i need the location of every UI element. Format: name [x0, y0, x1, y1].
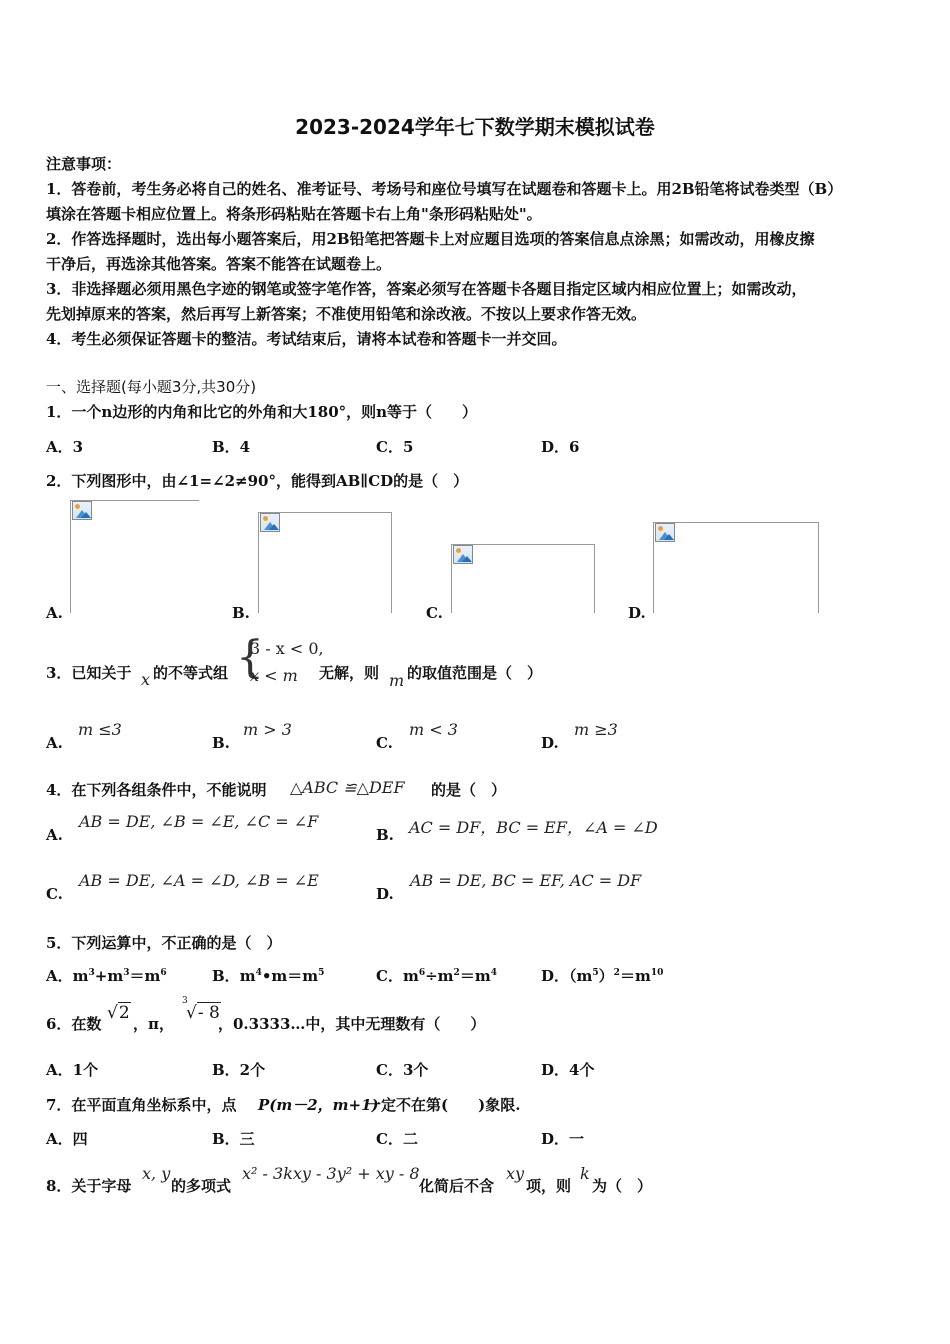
section-heading: 一、选择题(每小题3分,共30分) — [46, 378, 257, 396]
q7-point: P(m－2，m+1) — [258, 1096, 379, 1114]
q8-k: k — [580, 1164, 590, 1183]
q3-brace: { — [236, 632, 264, 683]
notice-line-2: 填涂在答题卡相应位置上。将条形码粘贴在答题卡右上角"条形码粘贴处"。 — [46, 205, 542, 223]
q4-option-c-label: C. — [46, 885, 63, 903]
q4-prefix: 4．在下列各组条件中，不能说明 — [46, 781, 267, 799]
q7-option-b: B．三 — [212, 1130, 255, 1148]
broken-image-icon — [260, 513, 280, 532]
q5-option-a: A．$m^3+m^3=m^6$ — [46, 967, 167, 985]
q4-option-d: AB = DE, BC = EF, AC = DF — [410, 871, 642, 890]
q3-option-c-label: C. — [376, 734, 393, 752]
q6-tail: ，0.3333…中，其中无理数有（ ） — [218, 1015, 486, 1033]
q8-mid: 的多项式 — [171, 1177, 232, 1195]
q4-congruence: △ABC ≌△DEF — [290, 778, 405, 797]
q3-var-m: m — [389, 671, 405, 690]
q4-option-a-label: A. — [46, 826, 63, 844]
q6-option-a: A．1个 — [46, 1061, 99, 1079]
q8-mid2: 化简后不含 — [419, 1177, 495, 1195]
q8-prefix: 8．关于字母 — [46, 1177, 132, 1195]
q6-option-d: D．4个 — [541, 1061, 595, 1079]
q4-option-d-label: D. — [376, 885, 394, 903]
q2-option-d: D. — [628, 604, 646, 622]
notice-line-6: 先划掉原来的答案，然后再写上新答案；不准使用铅笔和涂改液。不按以上要求作答无效。 — [46, 305, 647, 323]
q4-tail: 的是（ ） — [431, 781, 507, 799]
q2-stem: 2．下列图形中，由∠1=∠2≠90°，能得到AB∥CD的是（ ） — [46, 472, 469, 490]
q5-option-d: D．$(m^5)^2=m^{10}$ — [541, 967, 664, 985]
q3-option-b-label: B. — [212, 734, 230, 752]
q3-system-line-1: 3 - x < 0, — [250, 639, 324, 658]
q8-mid3: 项，则 — [526, 1177, 572, 1195]
notice-heading: 注意事项： — [46, 155, 122, 173]
q6-sqrt2: √2 — [107, 1003, 130, 1023]
q3-var-x: x — [141, 670, 151, 689]
q3-after: 无解，则 — [319, 664, 380, 682]
q7-option-a: A．四 — [46, 1130, 88, 1148]
q8-term: xy — [506, 1164, 525, 1183]
q3-system-line-2: x < m — [250, 666, 298, 685]
notice-line-7: 4．考生必须保证答题卡的整洁。考试结束后，请将本试卷和答题卡一并交回。 — [46, 330, 567, 348]
notice-line-1: 1．答卷前，考生务必将自己的姓名、准考证号、考场号和座位号填写在试题卷和答题卡上。用2B铅笔将试卷类型（B） — [46, 180, 843, 198]
q3-tail: 的取值范围是（ ） — [407, 664, 543, 682]
q6-cbrt: √- 8 — [186, 1003, 220, 1023]
q7-option-c: C．二 — [376, 1130, 418, 1148]
q2-option-a: A. — [46, 604, 63, 622]
q3-option-a-label: A. — [46, 734, 63, 752]
q3-option-a: m ≤3 — [78, 720, 122, 739]
q3-option-c: m < 3 — [409, 720, 458, 739]
q8-polynomial: x² - 3kxy - 3y² + xy - 8 — [242, 1164, 420, 1183]
q4-option-a: AB = DE, ∠B = ∠E, ∠C = ∠F — [79, 812, 319, 831]
broken-image-icon — [655, 523, 675, 542]
q4-option-b-label: B. — [376, 826, 394, 844]
broken-image-icon — [72, 501, 92, 520]
q2-option-c: C. — [426, 604, 443, 622]
q4-option-c: AB = DE, ∠A = ∠D, ∠B = ∠E — [79, 871, 319, 890]
q2-option-b: B. — [232, 604, 250, 622]
q1-option-a: A．3 — [46, 438, 84, 456]
q6-option-b: B．2个 — [212, 1061, 266, 1079]
q6-cbrt-index: 3 — [182, 996, 188, 1006]
q4-option-b: AC = DF，BC = EF，∠A = ∠D — [409, 818, 658, 837]
q5-option-c: C．$m^6\div m^2=m^4$ — [376, 967, 497, 985]
q8-vars: x, y — [142, 1164, 171, 1183]
q6-pi: ，π， — [133, 1015, 174, 1033]
notice-line-3: 2．作答选择题时，选出每小题答案后，用2B铅笔把答题卡上对应题目选项的答案信息点涂黑；如需改动，用橡皮擦 — [46, 230, 815, 248]
q1-stem: 1．一个n边形的内角和比它的外角和大180°，则n等于（ ） — [46, 403, 478, 421]
q7-option-d: D．一 — [541, 1130, 585, 1148]
page-title: 2023-2024学年七下数学期末模拟试卷 — [295, 115, 655, 139]
q6-prefix: 6．在数 — [46, 1015, 102, 1033]
q3-option-d: m ≥3 — [574, 720, 618, 739]
q2-figure-d — [653, 522, 819, 613]
q6-option-c: C．3个 — [376, 1061, 429, 1079]
notice-line-4: 干净后，再选涂其他答案。答案不能答在试题卷上。 — [46, 255, 392, 273]
q1-option-b: B．4 — [212, 438, 251, 456]
q7-tail: 一定不在第( )象限. — [366, 1096, 521, 1114]
q3-option-d-label: D. — [541, 734, 559, 752]
q7-prefix: 7．在平面直角坐标系中，点 — [46, 1096, 237, 1114]
q3-prefix: 3．已知关于 — [46, 664, 132, 682]
notice-line-5: 3．非选择题必须用黑色字迹的钢笔或签字笔作答，答案必须写在答题卡各题目指定区域内相应位置上；如需改动， — [46, 280, 807, 298]
q1-option-d: D．6 — [541, 438, 580, 456]
q5-stem: 5．下列运算中，不正确的是（ ） — [46, 934, 282, 952]
q1-option-c: C．5 — [376, 438, 414, 456]
broken-image-icon — [453, 545, 473, 564]
q3-option-b: m > 3 — [243, 720, 292, 739]
q3-mid: 的不等式组 — [153, 664, 229, 682]
q8-tail: 为（ ） — [592, 1177, 653, 1195]
q5-option-b: B．$m^4•m=m^5$ — [212, 967, 325, 985]
